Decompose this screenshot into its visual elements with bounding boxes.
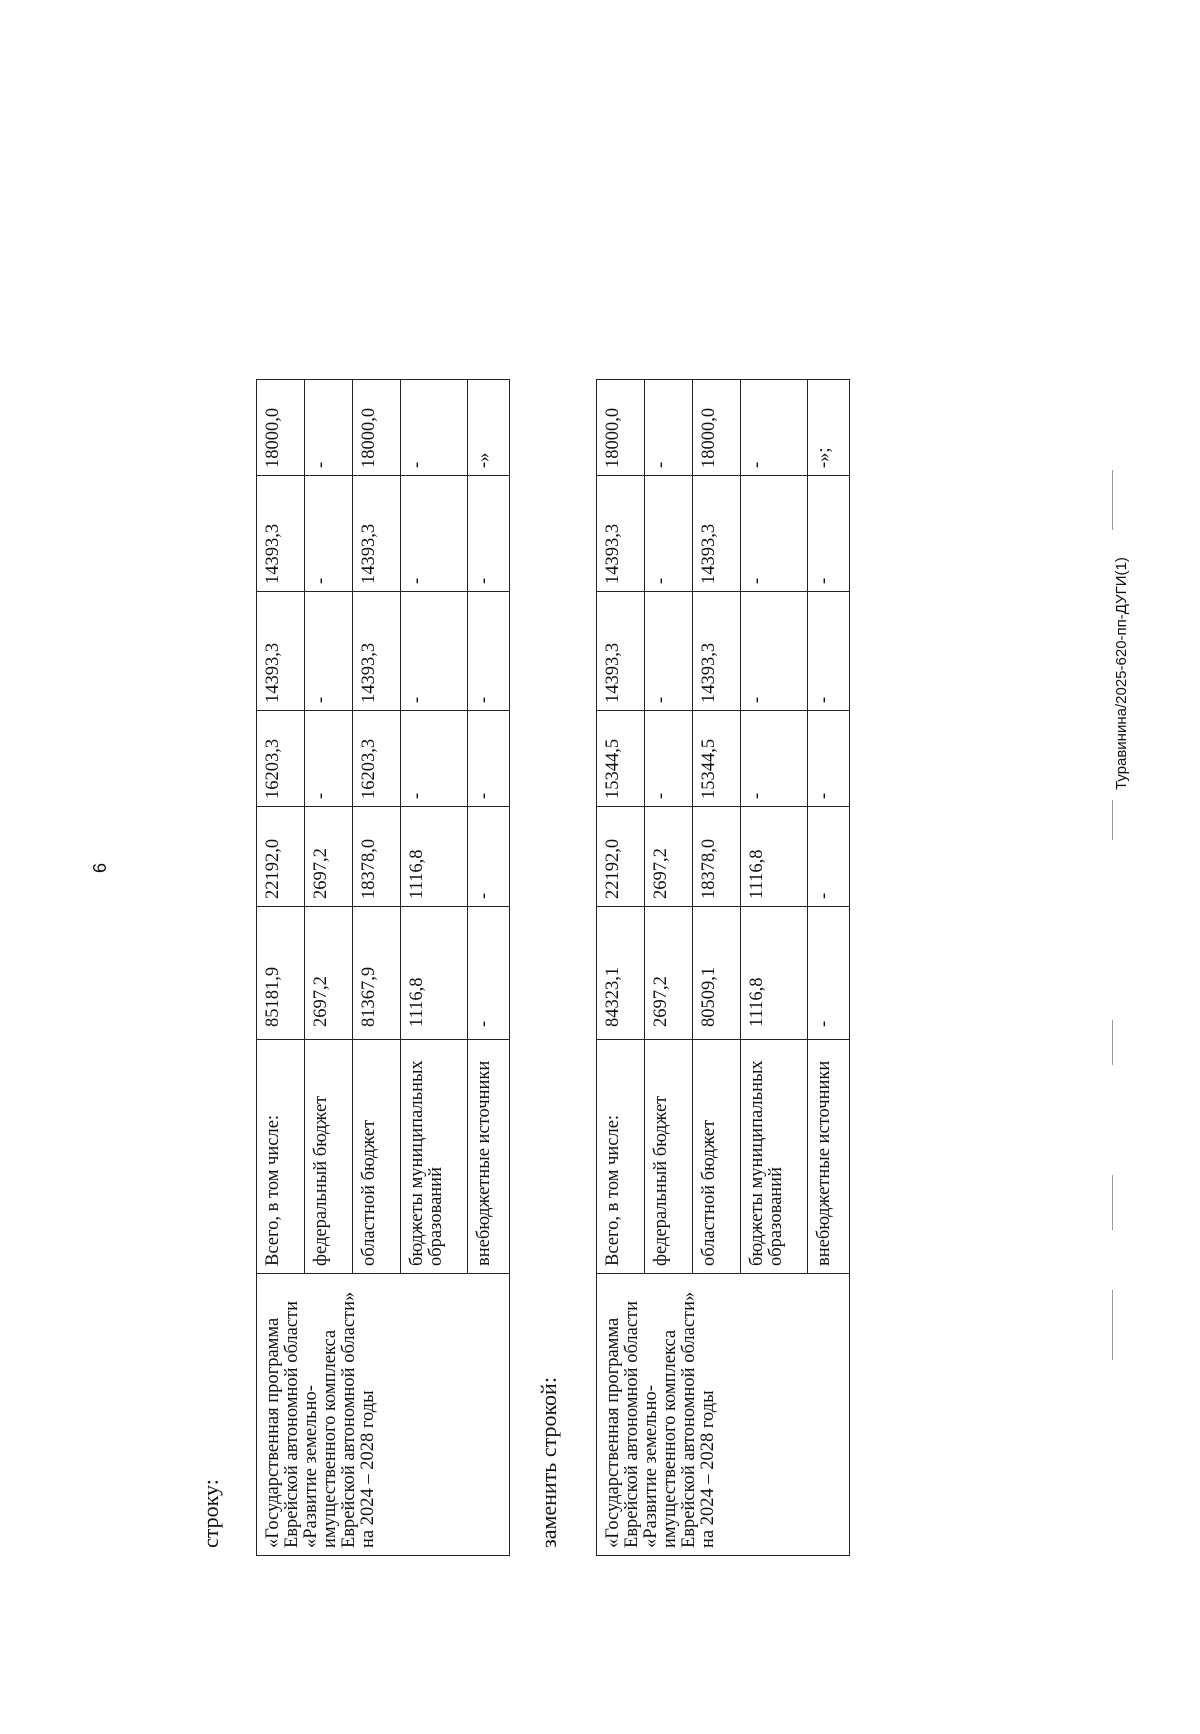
value-cell: 84323,1 — [597, 907, 645, 1040]
value-cell: 18000,0 — [257, 380, 305, 476]
value-cell: 80509,1 — [693, 907, 741, 1040]
value-cell: - — [305, 711, 353, 807]
value-cell: 85181,9 — [257, 907, 305, 1040]
value-cell: - — [468, 807, 510, 907]
value-cell: 16203,3 — [257, 711, 305, 807]
value-cell: 1116,8 — [401, 907, 468, 1040]
value-cell: - — [741, 380, 808, 476]
value-cell: 14393,3 — [597, 592, 645, 711]
source-cell: федеральный бюджет — [305, 1040, 353, 1274]
value-cell: - — [741, 711, 808, 807]
value-cell: 15344,5 — [693, 711, 741, 807]
value-cell: - — [401, 476, 468, 592]
source-cell: внебюджетные источники — [468, 1040, 510, 1274]
value-cell: - — [468, 711, 510, 807]
value-cell: 2697,2 — [305, 907, 353, 1040]
intro-text: строку: — [198, 1479, 223, 1548]
value-cell: 81367,9 — [353, 907, 401, 1040]
value-cell: - — [808, 711, 850, 807]
value-cell: 14393,3 — [353, 476, 401, 592]
source-cell: внебюджетные источники — [808, 1040, 850, 1274]
old-table — [256, 379, 510, 1556]
value-cell: 18378,0 — [693, 807, 741, 907]
source-cell: Всего, в том числе: — [597, 1040, 645, 1274]
value-cell: - — [401, 711, 468, 807]
value-cell: 22192,0 — [597, 807, 645, 907]
value-cell: - — [808, 592, 850, 711]
value-cell: - — [645, 711, 693, 807]
value-cell: - — [305, 592, 353, 711]
value-cell: 1116,8 — [741, 807, 808, 907]
value-cell: 2697,2 — [645, 907, 693, 1040]
replace-text: заменить строкой: — [536, 1377, 561, 1548]
value-cell: 18378,0 — [353, 807, 401, 907]
value-cell: - — [808, 907, 850, 1040]
value-cell: 1116,8 — [401, 807, 468, 907]
source-cell: бюджеты муниципальных образований — [741, 1040, 808, 1274]
value-cell: 14393,3 — [693, 476, 741, 592]
value-cell: 2697,2 — [645, 807, 693, 907]
value-cell: 18000,0 — [597, 380, 645, 476]
value-cell: 14393,3 — [597, 476, 645, 592]
value-cell: - — [645, 592, 693, 711]
value-cell: - — [741, 592, 808, 711]
source-cell: областной бюджет — [353, 1040, 401, 1274]
value-cell: - — [468, 592, 510, 711]
value-cell: - — [401, 380, 468, 476]
value-cell: - — [741, 476, 808, 592]
table-row — [597, 380, 645, 1556]
new-table — [596, 379, 850, 1556]
value-cell: 14393,3 — [693, 592, 741, 711]
program-name-cell: «Государственная программа Еврейской автономной области «Развитие земельно-имущественного комплекса Еврейской автономной области» на 2024 – 2028 годы — [597, 1274, 850, 1556]
program-name-cell: «Государственная программа Еврейской автономной области «Развитие земельно-имущественного комплекса Еврейской автономной области» на 2024 – 2028 годы — [257, 1274, 510, 1556]
value-cell: 18000,0 — [353, 380, 401, 476]
value-cell: 15344,5 — [597, 711, 645, 807]
value-cell: 18000,0 — [693, 380, 741, 476]
document-code: Туравинина/2025-620-пп-ДУГИ(1) — [1113, 557, 1130, 790]
value-cell: - — [808, 476, 850, 592]
value-cell: -»; — [808, 380, 850, 476]
value-cell: 14393,3 — [257, 592, 305, 711]
value-cell: 1116,8 — [741, 907, 808, 1040]
value-cell: - — [468, 907, 510, 1040]
table-row — [257, 380, 305, 1556]
value-cell: 14393,3 — [257, 476, 305, 592]
value-cell: -» — [468, 380, 510, 476]
value-cell: - — [645, 380, 693, 476]
value-cell: 22192,0 — [257, 807, 305, 907]
value-cell: - — [808, 807, 850, 907]
source-cell: федеральный бюджет — [645, 1040, 693, 1274]
page-number: 6 — [90, 863, 110, 874]
source-cell: Всего, в том числе: — [257, 1040, 305, 1274]
value-cell: 16203,3 — [353, 711, 401, 807]
value-cell: - — [645, 476, 693, 592]
value-cell: - — [401, 592, 468, 711]
value-cell: 14393,3 — [353, 592, 401, 711]
value-cell: - — [305, 476, 353, 592]
source-cell: областной бюджет — [693, 1040, 741, 1274]
value-cell: - — [305, 380, 353, 476]
value-cell: 2697,2 — [305, 807, 353, 907]
value-cell: - — [468, 476, 510, 592]
source-cell: бюджеты муниципальных образований — [401, 1040, 468, 1274]
